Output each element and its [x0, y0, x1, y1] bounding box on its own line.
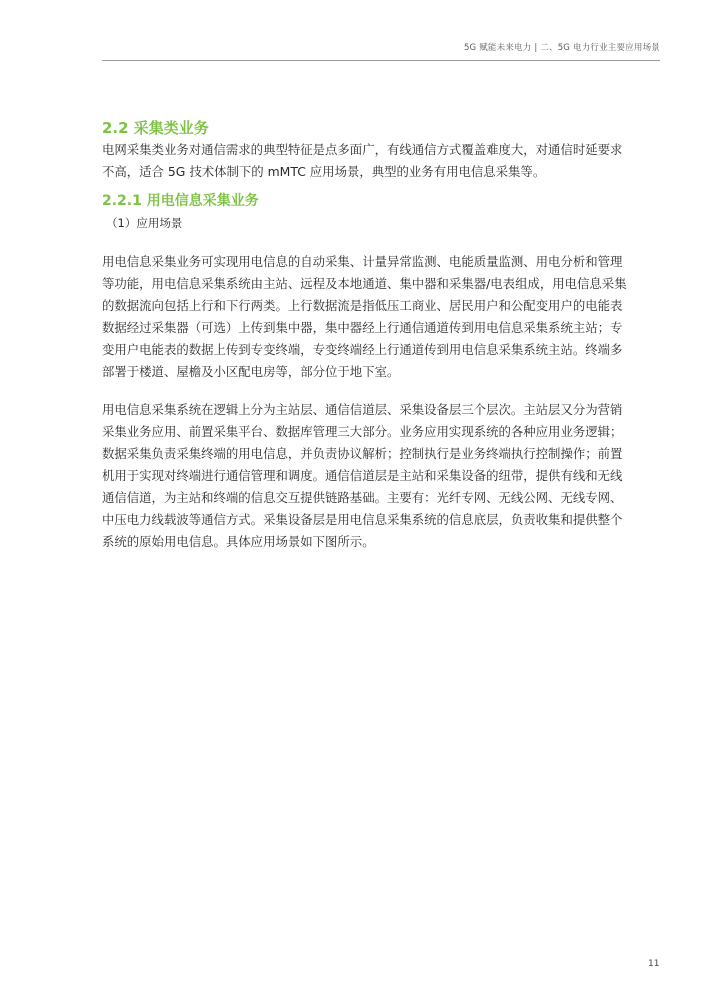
subsection-title: 2.2.1 用电信息采集业务 — [102, 193, 259, 209]
paragraph-line: 等功能，用电信息采集系统由主站、远程及本地通道、集中器和采集器/电表组成，用电信息采集 — [102, 276, 627, 291]
section-intro — [102, 139, 662, 183]
paragraph-line: 数据经过采集器（可选）上传到集中器，集中器经上行通信通道传到用电信息采集系统主站；专 — [102, 320, 623, 335]
paragraph-line: 的数据流向包括上行和下行两类。上行数据流是指低压工商业、居民用户和公配变用户的电能表 — [102, 298, 623, 313]
paragraph-line: 用电信息采集系统在逻辑上分为主站层、通信信道层、采集设备层三个层次。主站层又分为营销 — [102, 402, 623, 417]
page-number: 11 — [648, 959, 660, 969]
page-content — [102, 118, 662, 553]
intro-line: 不高，适合 5G 技术体制下的 mMTC 应用场景，典型的业务有用电信息采集等。 — [102, 164, 546, 179]
paragraph-line: 通信信道，为主站和终端的信息交互提供链路基础。主要有：光纤专网、无线公网、无线专网、 — [102, 490, 623, 505]
subsection-subheading: （1）应用场景 — [106, 216, 183, 230]
paragraph-1 — [102, 251, 662, 383]
paragraph-line: 数据采集负责采集终端的用电信息，并负责协议解析；控制执行是业务终端执行控制操作；前置 — [102, 446, 623, 461]
header-divider — [102, 60, 660, 61]
intro-line: 电网采集类业务对通信需求的典型特征是点多面广，有线通信方式覆盖难度大，对通信时延要求 — [102, 142, 623, 157]
paragraph-gap — [102, 383, 662, 399]
paragraph-line: 部署于楼道、屋檐及小区配电房等，部分位于地下室。 — [102, 364, 400, 379]
paragraph-line: 中压电力线载波等通信方式。采集设备层是用电信息采集系统的信息底层，负责收集和提供整个 — [102, 512, 623, 527]
paragraph-line: 系统的原始用电信息。具体应用场景如下图所示。 — [102, 534, 375, 549]
paragraph-2 — [102, 399, 662, 553]
paragraph-line: 变用户电能表的数据上传到专变终端，专变终端经上行通道传到用电信息采集系统主站。终端多 — [102, 342, 623, 357]
section-title: 2.2 采集类业务 — [102, 119, 209, 137]
paragraph-line: 机用于实现对终端进行通信管理和调度。通信信道层是主站和采集设备的纽带，提供有线和无线 — [102, 468, 623, 483]
paragraph-line: 用电信息采集业务可实现用电信息的自动采集、计量异常监测、电能质量监测、用电分析和管理 — [102, 254, 623, 269]
paragraph-line: 采集业务应用、前置采集平台、数据库管理三大部分。业务应用实现系统的各种应用业务逻辑； — [102, 424, 623, 439]
running-header: 5G 赋能未来电力 | 二、5G 电力行业主要应用场景 — [463, 43, 660, 53]
